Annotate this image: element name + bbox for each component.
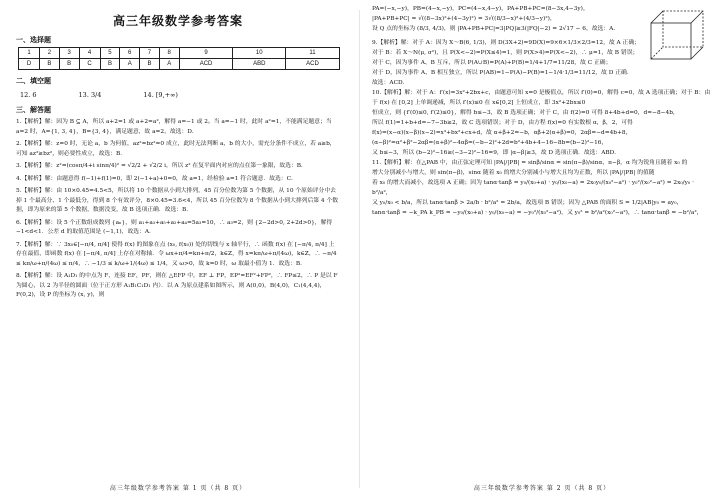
text-line: 故选：ACD． [372, 80, 409, 86]
document-title: 高三年级数学参考答案 [112, 14, 243, 28]
question-number-cell: 8 [159, 48, 179, 59]
text-line: (α−β)²=α²+β²−2αβ=(α+β)²−4αβ=(−b−2)²+2d=b²+4b+4−16−8b=(b−2)²−16， [372, 140, 608, 146]
answer-cell: B [59, 59, 79, 70]
text-line: 对于 D，因为事件 A、B 相互独立，所以 P(AB)=1−P(A)−P(B)=1−1/4·1/3=11/12，故 D 正确． [372, 70, 633, 76]
answer-cell: ABD [233, 59, 286, 70]
solution-4: 4.【解析】解：由题意得 f(−1)+f(1)=0，即 2(−1+a)+0=0，故 a=1，经检验 a=1 符合题意．故选：C． [16, 175, 297, 182]
solutions-list [0, 118, 356, 301]
section-heading-fill: 二、填空题 [16, 78, 51, 85]
answer-cell: B [140, 59, 160, 70]
question-number-cell: 10 [233, 48, 286, 59]
question-number-cell: 5 [100, 48, 120, 59]
answer-table [18, 47, 340, 70]
question-number-cell: 11 [286, 48, 340, 59]
text-line: tanα·tanβ = −k_PA k_PB = −y₀/(x₀+a) · y₀/(x₀−a) = −y₀²/(x₀²−a²)，又 y₀² = b²/a²(x₀²−a²)，∴ tanα·tanβ = −b²/a²， [372, 210, 703, 216]
solution-7: 7.【解析】解：∵ 3x₀∈[−π/4, π/4] 使得 f(x) 的图象在点 (x₀, f(x₀)) 处的切线与 x 轴平行，∴ 函数 f(x) 在 [−π/4, π/4] 上存在最值，即函数 f(x) 在 [−π/4, π/4] 上存在对称轴．令 ωx+π/4=kπ+π/2，k∈Z，得 x=kπ/ω+π/(4ω)，k∈Z，∴ −π/4 ≤ kπ/ω+π/(4ω) ≤ π/4，∴ −1/3 ≤ k/ω+1/(4ω) ≤ 1/4，又 ω>0，故 k=0 时，ω 取最小值为 1．故选：B． [16, 241, 337, 267]
solution-5: 5.【解析】解：由 10×0.45=4.5<5，所以将 10 个数据从小到大排列，45 百分位数为第 5 个数据，从 10 个原始评分中去掉 1 个最高分、1 个最低分，得到 8 个有效评分，8×0.45=3.6<4，所以 45 百分位数为 8 个数据从小到大排列后第 4 个数据，即为原来的第 5 个数据，数据没变，故 B 选项正确．故选：B． [16, 188, 339, 213]
fill-answer-13: 13. 3/4 [78, 91, 102, 99]
solutions-9-11 [364, 38, 720, 218]
solution-6: 6.【解析】解：设 5 个正数组成数列 {aₙ}，则 a₁+a₃+a₅+a₂+a₄=5a₃=10，∴ a₃=2，则 {2−2d>0, 2+2d>0}，解得 −1<d<1．公差 d 的取值范围是 (−1,1)，故选：A． [16, 219, 333, 235]
text-line: 11.【解析】解：在△PAB 中，由正弦定理可知 |PA|/|PB| = sinβ/sinα = sin(π−β)/sinα，π−β，α 均为锐角且随着 x₀ 的 [372, 160, 688, 166]
text-line: 对于 B：若 X～N(μ, σ²)，且 P(X<−2)=P(X≤4)=1，则 P(X>4)=P(X<−2)，∴ μ=1，故 B 错误； [372, 50, 639, 56]
answer-cell: C [79, 59, 100, 70]
answer-cell: D [19, 59, 40, 70]
question-number-cell: 3 [59, 48, 79, 59]
solution-3: 3.【解析】解：z²=(cosπ/4+i sinπ/4)² = √2/2 + √2/2 i，所以 z² 在复平面内对应的点在第一象限，故选：B． [16, 163, 307, 169]
answer-table-answers-row [19, 59, 340, 70]
page-divider [359, 10, 360, 488]
text-line: 增大分别减小与增大，则 sin(π−β)，sinα 随着 x₀ 的增大分别减小与增大且均为正数，所以 |PA|/|PB| 的值随 [372, 170, 655, 176]
fill-in-answers [20, 91, 356, 99]
text-line: 又 y₀/x₀ < b/a，所以 tanα·tanβ > 2a/b · b²/a² = 2b/a，故选项 B 错误；因为 △PAB 的面积 S = 1/2|AB|y₀ = ay₀， [372, 200, 683, 206]
text-line: PA=(−x,−y)，PB=(4−x,−y)，PC=(4−x,4−y)，PA+PB+PC=(8−3x,4−3y)， [372, 6, 589, 12]
solution-8: 8.【解析】解：设 A₁D₁ 的中点为 F，连接 EF，PF，则在 △EFP 中，EF ⊥ FP，EP²=EF²+FP²，∴ FP≤2，∴ P 是以 F 为圆心，以 2 为半径的圆面（位于正方形 A₁B₁C₁D₁ 内）．以 A 为原点建系如图所示，则 A(0,0)，B(4,0)，C₁(4,4,4)，F(0,2)，设 P 的坐标为 (x, y)，则 [16, 273, 338, 298]
answer-page-1 [0, 0, 356, 498]
text-line: f(x)=(x−α)(x−β)(x−2)=x³+bx²+cx+d，故 α+β+2=−b，αβ+2(α+β)=0，2αβ=−d=4b+8， [372, 130, 632, 136]
question-number-cell: 2 [40, 48, 60, 59]
question-number-cell: 1 [19, 48, 40, 59]
cube-diagram [645, 5, 709, 65]
page-footer-2: 高三年级数学参考答案 第 2 页（共 8 页） [473, 485, 611, 492]
text-line: 10.【解析】解：对于 A：f′(x)=3x²+2bx+c，由题意可知 x=0 是极值点，所以 f′(0)=0，解得 c=0，故 A 选项正确；对于 B：由于 f(x) 在 [0,2] 上单调递减，所以 f′(x)≤0 在 x∈[0,2] 上恒成立，即 3x²+2bx≤0 [372, 90, 711, 106]
answer-cell: B [40, 59, 60, 70]
text-line: 所以 f(1)=1+b+d=−7−3b≥2，故 C 选项错误；对于 D，由方程 f(x)=0 有实数根 α，β，2，可得 [372, 120, 633, 126]
question-number-cell: 9 [179, 48, 233, 59]
page-footer-1: 高三年级数学参考答案 第 1 页（共 8 页） [109, 485, 247, 492]
fill-answer-14: 14. [9,+∞) [143, 91, 178, 99]
question-number-cell: 4 [79, 48, 100, 59]
answer-cell: A [159, 59, 179, 70]
text-line: |PA+PB+PC| = √((8−3x)²+(4−3y)²) = 3√((8/3−x)²+(4/3−y)²)， [372, 16, 556, 22]
text-line: 又 b≤−3，所以 (b−2)²−16≥(−3−2)²−16=9，即 |α−β|≥3，故 D 选项正确．故选：ABD． [372, 150, 621, 156]
solution-1: 1.【解析】解：因为 B ⊆ A，所以 a+2=1 或 a+2=a²，解得 a=−1 或 2。当 a=−1 时，此时 a²=1，不能满足题意；当 a=2 时，A={1, 3, 4}，B={3, 4}，满足题意，故 a=2，故选：D． [16, 119, 332, 135]
section-heading-solutions: 三、解答题 [16, 107, 51, 114]
answer-table-numbers-row [19, 48, 340, 59]
text-line: 9.【解析】解：对于 A：因为 X～B(6, 1/3)，则 D(3X+2)=9D(X)=9×6×1/3×2/3=12，故 A 正确； [372, 40, 640, 46]
answer-cell: ACD [286, 59, 340, 70]
question-number-cell: 7 [140, 48, 160, 59]
text-line: 恒成立，则 {f′(0)≤0, f′(2)≤0}，解得 b≤−3，故 B 选项正确；对于 C，由 f(2)=0 可得 8+4b+d=0，d=−8−4b， [372, 110, 679, 116]
fill-answer-12: 12. 6 [20, 91, 37, 99]
text-line: 设 Q 点的坐标为 (8/3, 4/3)，则 |PA+PB+PC|=3|PQ|≥3(|FQ|−2) = 2√17 − 6，故选：A． [372, 26, 620, 32]
solution-2: 2.【解析】解：z=0 时，无论 a，b 为何值，az²=bz²=0 成立，此时无法判断 a，b 的大小，需充分条件不成立，若 a≥b，可知 az²≥bz²，则必要性成立，故选：B． [16, 141, 336, 157]
answer-cell: ACD [179, 59, 233, 70]
text-line: 对于 C，因为事件 A、B 互斥，所以 P(A∪B)=P(A)+P(B)=1/4+1/7=11/28，故 C 正确； [372, 60, 612, 66]
answer-page-2 [364, 0, 720, 498]
text-line: 着 x₀ 的增大而减小，故选项 A 正确；因为 tanα·tanβ = y₀/(x₀+a) · y₀/(x₀−a) = 2x₀y₀/(x₀²−a²) · y₀²/(x₀²−a²) = 2x₀/y₀ · b²/a²， [372, 180, 694, 196]
answer-cell: B [100, 59, 120, 70]
answer-cell: A [120, 59, 140, 70]
section-heading-choice: 一、选择题 [16, 37, 51, 44]
question-number-cell: 6 [120, 48, 140, 59]
